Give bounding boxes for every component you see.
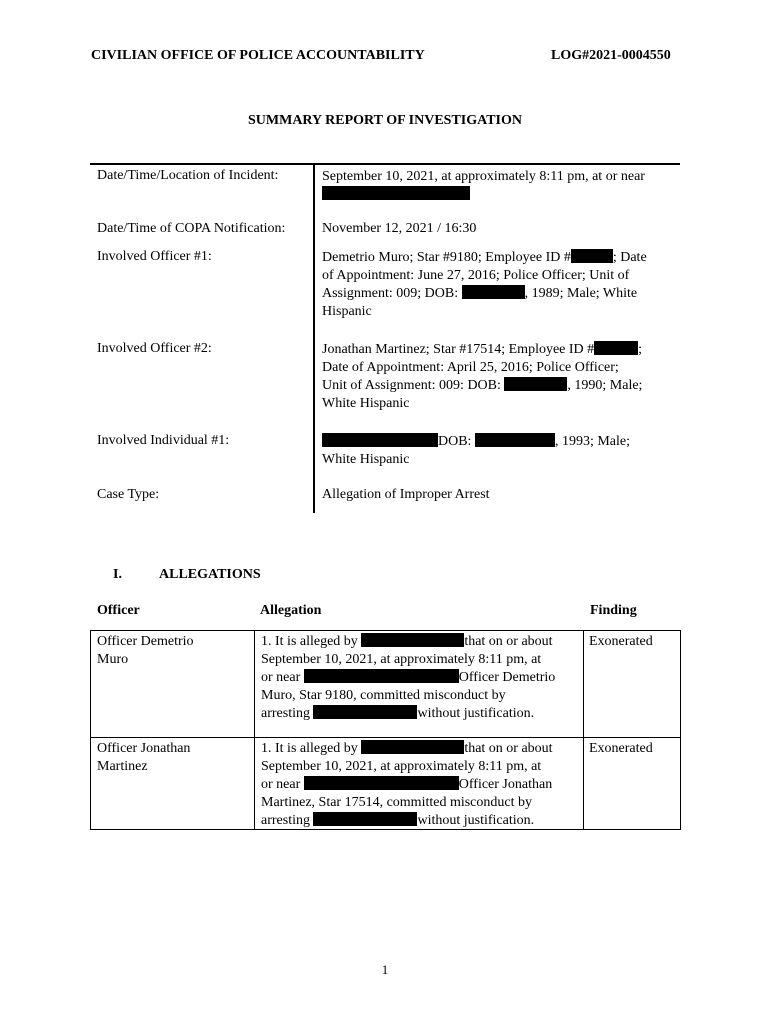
column-divider [583,738,584,829]
table-row [90,737,681,830]
header-log-number: LOG#2021-0004550 [551,48,671,63]
redaction-block [571,249,613,263]
officer-name-line: Muro [97,652,129,667]
incident-label: Date/Time/Location of Incident: [97,168,279,183]
officer2-text: , 1990; Male; [567,378,643,393]
redaction-block [504,377,567,391]
notification-value: November 12, 2021 / 16:30 [322,221,477,236]
allegation-text: Officer Jonathan [458,777,553,792]
redaction-block [304,669,459,683]
column-header-finding: Finding [590,603,637,618]
page-number: 1 [381,962,389,977]
section-title: ALLEGATIONS [159,567,261,582]
allegation-text: Martinez, Star 17514, committed misconduct by [261,795,533,810]
notification-label: Date/Time of COPA Notification: [97,221,286,236]
officer-name-line: Martinez [97,759,148,774]
report-title: SUMMARY REPORT OF INVESTIGATION [248,113,522,128]
allegation-text: Officer Demetrio [458,670,556,685]
info-table-divider [313,165,315,513]
column-divider [254,631,255,737]
table-row [90,630,681,738]
column-header-allegation: Allegation [260,603,322,618]
case-type-value: Allegation of Improper Arrest [322,487,490,502]
redaction-block [322,433,438,447]
officer-name-line: Officer Demetrio [97,634,194,649]
officer1-text: of Appointment: June 27, 2016; Police Officer; Unit of [322,268,630,283]
officer1-text: Demetrio Muro; Star #9180; Employee ID # [322,250,571,265]
officer2-text: Jonathan Martinez; Star #17514; Employee ID # [322,342,595,357]
allegation-text: 1. It is alleged by [261,741,362,756]
allegation-text: 1. It is alleged by [261,634,362,649]
allegation-text: or near [261,670,304,685]
allegation-text: or near [261,777,304,792]
officer2-text: White Hispanic [322,396,410,411]
officer1-label: Involved Officer #1: [97,249,212,264]
officer2-text: Unit of Assignment: 009: DOB: [322,378,505,393]
redaction-block [322,186,470,200]
officer1-text: ; Date [612,250,647,265]
redaction-block [304,776,459,790]
officer2-text: Date of Appointment: April 25, 2016; Police Officer; [322,360,619,375]
incident-value-text: September 10, 2021, at approximately 8:11 pm, at or near [322,169,645,184]
individual1-label: Involved Individual #1: [97,433,230,448]
individual1-text: White Hispanic [322,452,410,467]
officer1-text: Assignment: 009; DOB: [322,286,462,301]
individual1-text: DOB: [438,434,475,449]
section-number: I. [113,567,122,582]
officer2-label: Involved Officer #2: [97,341,212,356]
allegation-text: Muro, Star 9180, committed misconduct by [261,688,506,703]
allegation-text: arresting [261,706,314,721]
info-table-top-rule [90,163,680,165]
officer1-text: , 1989; Male; White [524,286,638,301]
redaction-block [361,633,464,647]
redaction-block [594,341,638,355]
redaction-block [475,433,555,447]
redaction-block [313,812,417,826]
allegation-text: without justification. [417,706,535,721]
redaction-block [361,740,464,754]
allegation-text: that on or about [464,634,553,649]
allegation-text: that on or about [464,741,553,756]
finding-cell: Exonerated [589,741,653,756]
individual1-text: , 1993; Male; [554,434,630,449]
officer1-text: Hispanic [322,304,372,319]
case-type-label: Case Type: [97,487,160,502]
column-header-officer: Officer [97,603,140,618]
column-divider [254,738,255,829]
allegation-text: September 10, 2021, at approximately 8:11 pm, at [261,759,542,774]
officer-name-line: Officer Jonathan [97,741,191,756]
allegation-text: arresting [261,813,314,828]
redaction-block [313,705,417,719]
allegation-text: without justification. [417,813,535,828]
officer-cell [97,740,247,776]
header-organization: CIVILIAN OFFICE OF POLICE ACCOUNTABILITY [91,48,425,63]
finding-cell: Exonerated [589,634,653,649]
column-divider [583,631,584,737]
allegation-text: September 10, 2021, at approximately 8:11 pm, at [261,652,542,667]
officer2-text: ; [638,342,643,357]
redaction-block [462,285,525,299]
officer-cell [97,633,247,669]
